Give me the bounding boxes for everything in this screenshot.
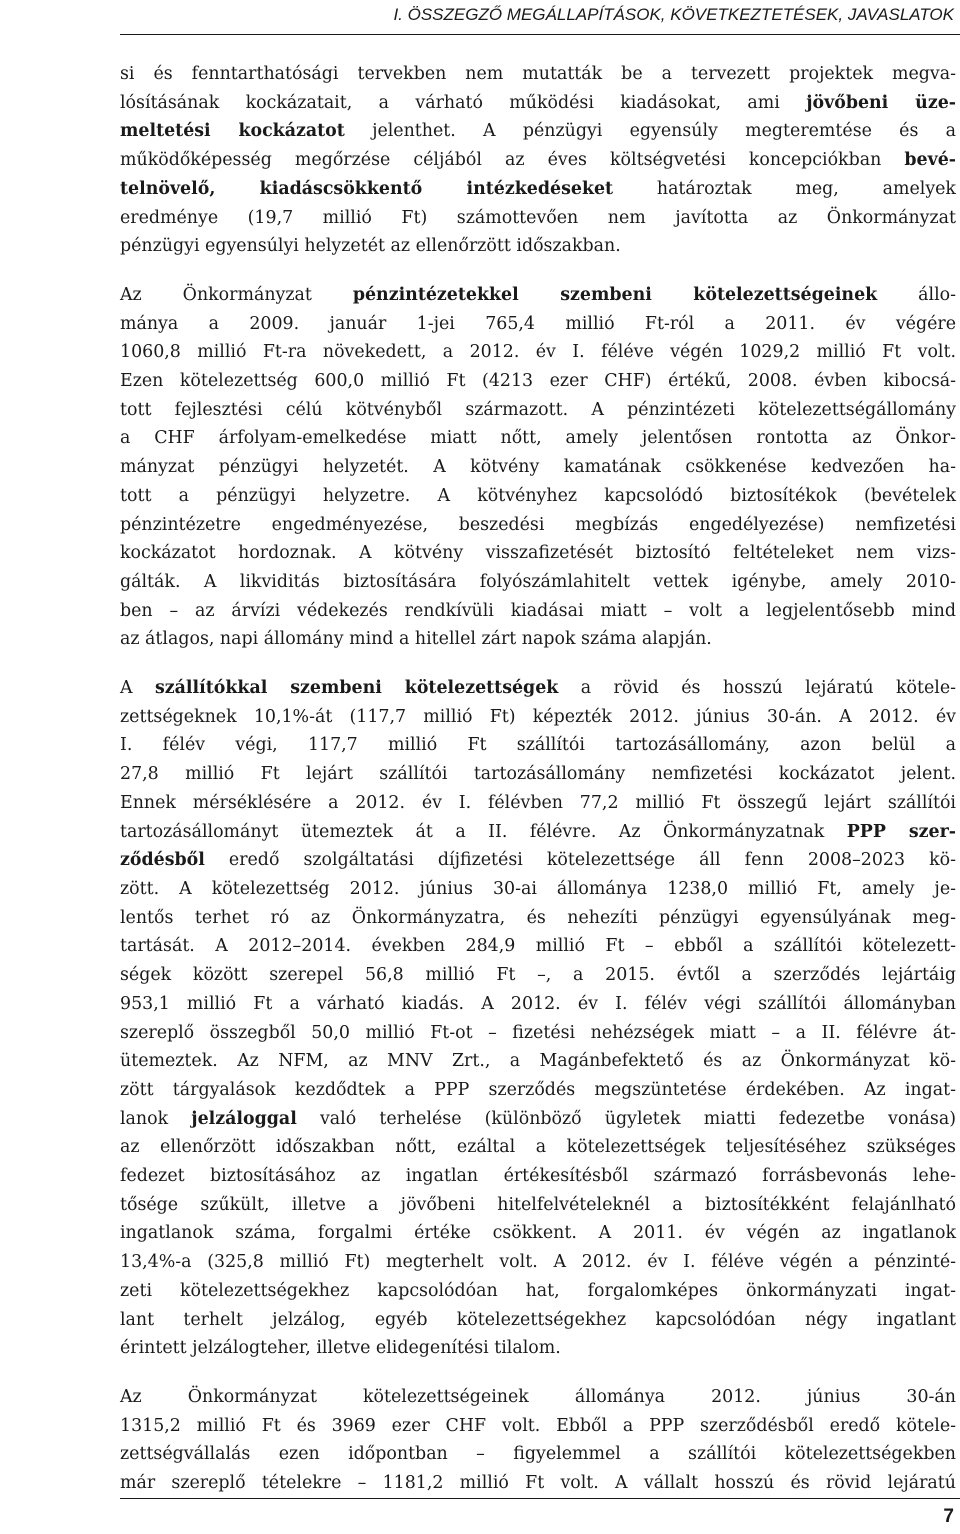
bold-text: ződésből xyxy=(120,850,205,871)
text-run: jelenthet. A pénzügyi egyensúly megteremtése és a xyxy=(344,121,956,142)
text-run: állo- xyxy=(877,284,956,305)
text-run: tartozásállományt ütemeztek át a II. félévre. Az Önkormányzatnak xyxy=(120,821,847,842)
text-line xyxy=(120,1162,956,1191)
text-run: tott a pénzügyi helyzetre. A kötvényhez kapcsolódó biztosítékok (bevételek xyxy=(120,485,956,506)
text-run: gálták. A likviditás biztosítására folyószámlahitelt vettek igénybe, amely 2010- xyxy=(120,571,956,592)
text-line xyxy=(120,511,956,540)
text-line xyxy=(120,1019,956,1048)
document-body xyxy=(120,60,956,1498)
paragraph xyxy=(120,60,956,261)
text-line xyxy=(120,1469,956,1498)
text-line xyxy=(120,204,956,233)
text-run: tartását. A 2012–2014. években 284,9 millió Ft – ebből a szállítói kötelezett- xyxy=(120,936,956,957)
text-run: 953,1 millió Ft a várható kiadás. A 2012. év I. félév végi szállítói állományban xyxy=(120,993,956,1014)
text-run: mányzat pénzügyi helyzetét. A kötvény kamatának csökkenése kedvezően ha- xyxy=(120,457,956,478)
paragraph xyxy=(120,1383,956,1498)
text-line xyxy=(120,1248,956,1277)
text-run: pénzügyi egyensúlyi helyzetét az ellenőrzött időszakban. xyxy=(120,236,621,257)
text-run: lósításának kockázatait, a várható működési kiadásokat, ami xyxy=(120,92,807,113)
text-run: eredő szolgáltatási díjfizetési kötelezettsége áll fenn 2008–2023 kö- xyxy=(204,850,956,871)
footer-rule xyxy=(120,1498,960,1499)
text-line xyxy=(120,1191,956,1220)
text-line xyxy=(120,396,956,425)
text-line xyxy=(120,625,956,654)
bold-text: bevé- xyxy=(904,150,956,171)
text-line xyxy=(120,89,956,118)
text-line xyxy=(120,1306,956,1335)
text-run: az ellenőrzött időszakban nőtt, ezáltal a kötelezettségek teljesítéséhez szükséges xyxy=(120,1137,956,1158)
text-run: a CHF árfolyam-emelkedése miatt nőtt, amely jelentősen rontotta az Önkor- xyxy=(120,428,956,449)
text-run: Az Önkormányzat kötelezettségeinek állománya 2012. június 30-án xyxy=(120,1386,956,1407)
text-run: határoztak meg, amelyek xyxy=(613,178,956,199)
text-line xyxy=(120,1047,956,1076)
text-line xyxy=(120,731,956,760)
text-line xyxy=(120,875,956,904)
page-number: 7 xyxy=(943,1506,954,1527)
text-line xyxy=(120,1219,956,1248)
text-run: szereplő összegből 50,0 millió Ft-ot – fizetési nehézségek miatt – a II. félévre át- xyxy=(120,1022,956,1043)
text-line xyxy=(120,60,956,89)
text-run: való terhelése (különböző ügyletek miatti fedezetbe vonása) xyxy=(296,1108,956,1129)
text-run: zött tárgyalások kezdődtek a PPP szerződés megszüntetése érdekében. Az ingat- xyxy=(120,1079,956,1100)
text-run: 1060,8 millió Ft-ra növekedett, a 2012. év I. féléve végén 1029,2 millió Ft volt. xyxy=(120,342,956,363)
text-run: lant terhelt jelzálog, egyéb kötelezettségekhez kapcsolódóan négy ingatlant xyxy=(120,1309,956,1330)
text-line xyxy=(120,597,956,626)
text-run: kockázatot hordoznak. A kötvény visszafizetését biztosító feltételeket nem vizs- xyxy=(120,543,956,564)
text-run: Ezen kötelezettség 600,0 millió Ft (4213 ezer CHF) értékű, 2008. évben kibocsá- xyxy=(120,371,956,392)
text-run: 27,8 millió Ft lejárt szállítói tartozásállomány nemfizetési kockázatot jelent. xyxy=(120,764,956,785)
header-title: I. ÖSSZEGZŐ MEGÁLLAPÍTÁSOK, KÖVETKEZTETÉSEK, JAVASLATOK xyxy=(393,5,954,24)
paragraph xyxy=(120,674,956,1363)
text-line xyxy=(120,539,956,568)
bold-text: telnövelő, kiadáscsökkentő intézkedéseket xyxy=(120,178,614,199)
text-run: I. félév végi, 117,7 millió Ft szállítói tartozásállomány, azon belül a xyxy=(120,735,956,756)
text-line xyxy=(120,932,956,961)
text-line xyxy=(120,703,956,732)
text-line xyxy=(120,175,956,204)
text-line xyxy=(120,760,956,789)
text-run: ségek között szerepel 56,8 millió Ft –, a 2015. évtől a szerződés lejártáig xyxy=(120,965,956,986)
text-run: eredménye (19,7 millió Ft) számottevően nem javította az Önkormányzat xyxy=(120,207,956,228)
text-line xyxy=(120,674,956,703)
text-run: ben – az árvízi védekezés rendkívüli kiadásai miatt – volt a legjelentősebb mind xyxy=(120,600,956,621)
text-line xyxy=(120,482,956,511)
text-line xyxy=(120,146,956,175)
text-run: zettségvállalás ezen időpontban – figyelemmel a szállítói kötelezettségekben xyxy=(120,1444,956,1465)
text-run: ütemeztek. Az NFM, az MNV Zrt., a Magánbefektető és az Önkormányzat kö- xyxy=(120,1051,956,1072)
bold-text: pénzintézetekkel szembeni kötelezettségeinek xyxy=(352,284,878,305)
text-run: ingatlanok száma, forgalmi értéke csökkent. A 2011. év végén az ingatlanok xyxy=(120,1223,956,1244)
text-run: A xyxy=(120,678,155,699)
page-header xyxy=(120,0,960,35)
text-line xyxy=(120,424,956,453)
paragraph xyxy=(120,281,956,654)
bold-text: szállítókkal szembeni kötelezettségek xyxy=(154,678,559,699)
text-line xyxy=(120,568,956,597)
text-run: si és fenntarthatósági tervekben nem mutatták be a tervezett projektek megva- xyxy=(120,64,956,84)
text-line xyxy=(120,990,956,1019)
text-run: 13,4%-a (325,8 millió Ft) megterhelt volt. A 2012. év I. féléve végén a pénzinté- xyxy=(120,1252,956,1273)
text-run: érintett jelzálogteher, illetve elidegenítési tilalom. xyxy=(120,1338,561,1359)
text-run: tott fejlesztési célú kötvényből származott. A pénzintézeti kötelezettségállomány xyxy=(120,399,956,420)
bold-text: PPP szer- xyxy=(846,821,956,842)
text-line xyxy=(120,1412,956,1441)
text-line xyxy=(120,961,956,990)
text-run: a rövid és hosszú lejáratú kötele- xyxy=(558,678,956,699)
text-run: lanok xyxy=(120,1108,192,1129)
text-run: 1315,2 millió Ft és 3969 ezer CHF volt. Ebből a PPP szerződésből eredő kötele- xyxy=(120,1415,956,1436)
text-run: már szereplő tételekre – 1181,2 millió Ft volt. A vállalt hosszú és rövid lejáratú xyxy=(120,1473,956,1494)
text-run: zettségeknek 10,1%-át (117,7 millió Ft) képezték 2012. június 30-án. A 2012. év xyxy=(120,706,956,727)
text-line xyxy=(120,1334,956,1363)
text-run: zött. A kötelezettség 2012. június 30-ai állománya 1238,0 millió Ft, amely je- xyxy=(120,878,956,899)
text-run: lentős terhet ró az Önkormányzatra, és nehezíti pénzügyi egyensúlyának meg- xyxy=(120,907,956,928)
text-run: zeti kötelezettségekhez kapcsolódóan hat, forgalomképes önkormányzati ingat- xyxy=(120,1280,956,1301)
text-line xyxy=(120,1277,956,1306)
text-line xyxy=(120,453,956,482)
text-run: mánya a 2009. január 1-jei 765,4 millió Ft-ról a 2011. év végére xyxy=(120,313,956,334)
text-line xyxy=(120,117,956,146)
bold-text: jelzáloggal xyxy=(191,1108,297,1129)
text-line xyxy=(120,367,956,396)
bold-text: jövőbeni üze- xyxy=(806,92,956,113)
text-run: az átlagos, napi állomány mind a hitellel zárt napok száma alapján. xyxy=(120,629,712,650)
text-run: fedezet biztosításához az ingatlan értékesítésből származó forrásbevonás lehe- xyxy=(120,1166,956,1187)
text-line xyxy=(120,310,956,339)
text-line xyxy=(120,1440,956,1469)
text-line xyxy=(120,818,956,847)
text-run: tősége szűkült, illetve a jövőbeni hitelfelvételeknél a biztosítékként felajánlható xyxy=(120,1194,956,1215)
text-line xyxy=(120,904,956,933)
text-line xyxy=(120,1076,956,1105)
text-line xyxy=(120,281,956,310)
text-line xyxy=(120,232,956,261)
text-line xyxy=(120,1105,956,1134)
text-line xyxy=(120,1133,956,1162)
text-line xyxy=(120,1383,956,1412)
text-run: Ennek mérséklésére a 2012. év I. félévben 77,2 millió Ft összegű lejárt szállítói xyxy=(120,792,956,813)
text-run: pénzintézetre engedményezése, beszedési megbízás engedélyezése) nemfizetési xyxy=(120,514,956,535)
text-run: Az Önkormányzat xyxy=(120,284,353,305)
text-line xyxy=(120,789,956,818)
bold-text: meltetési kockázatot xyxy=(120,121,345,142)
text-line xyxy=(120,338,956,367)
text-run: működőképesség megőrzése céljából az éves költségvetési koncepciókban xyxy=(120,150,905,171)
text-line xyxy=(120,846,956,875)
